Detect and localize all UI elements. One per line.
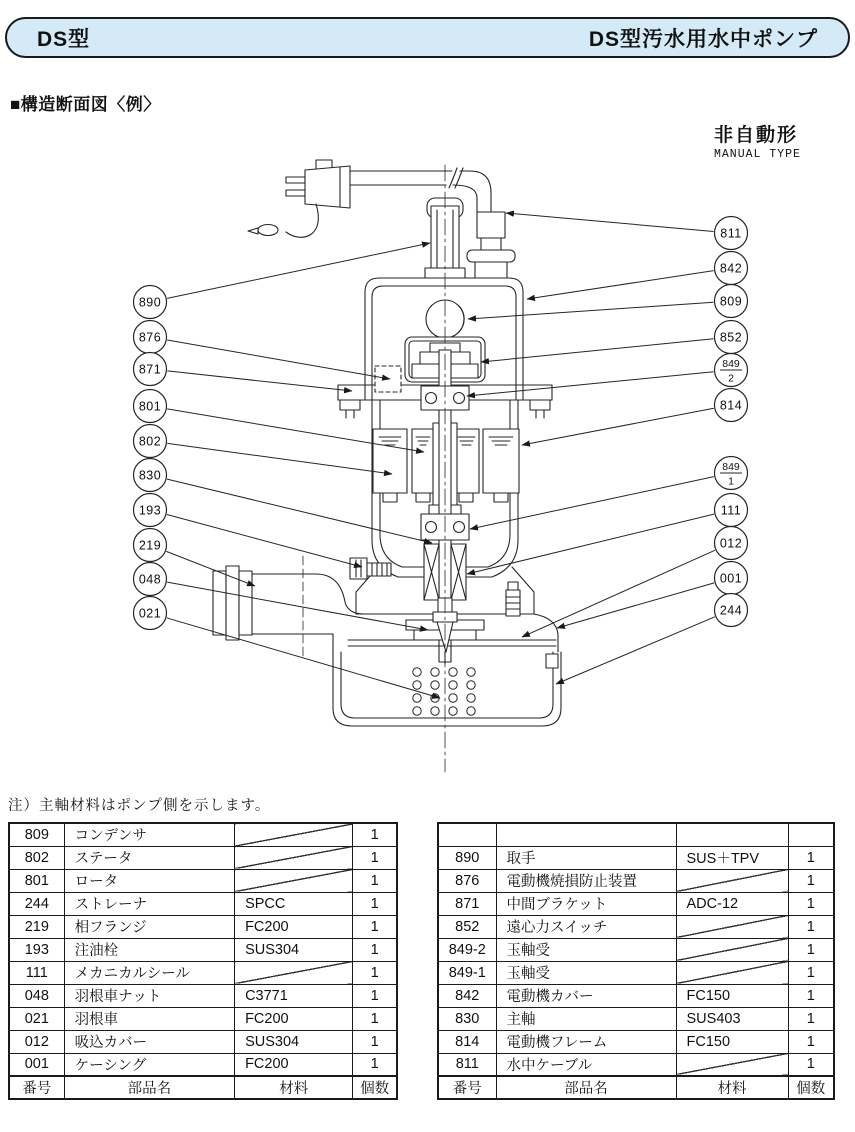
table-row <box>438 984 834 1007</box>
part-number-cell: 801 <box>9 869 64 892</box>
quantity-cell: 1 <box>788 846 834 869</box>
callout-048 <box>134 563 167 596</box>
table-row <box>9 938 397 961</box>
table-row <box>438 1053 834 1076</box>
quantity-cell: 1 <box>788 984 834 1007</box>
callout-012 <box>715 527 748 560</box>
table-row <box>9 846 397 869</box>
material-cell <box>676 915 788 938</box>
quantity-cell <box>788 823 834 846</box>
callout-193 <box>134 494 167 527</box>
part-name-cell: 電動機カバー <box>496 984 676 1007</box>
column-header: 材料 <box>676 1076 788 1099</box>
table-row <box>438 892 834 915</box>
callout-219 <box>134 529 167 562</box>
material-cell: FC200 <box>235 1007 353 1030</box>
model-title: DS型 <box>37 27 91 51</box>
quantity-cell: 1 <box>353 1007 397 1030</box>
part-name-cell: ストレーナ <box>64 892 234 915</box>
material-cell <box>676 938 788 961</box>
material-cell: FC200 <box>235 1053 353 1076</box>
quantity-cell: 1 <box>353 1030 397 1053</box>
svg-text:890: 890 <box>138 295 162 310</box>
part-name-cell: ケーシング <box>64 1053 234 1076</box>
callout-811 <box>715 217 748 250</box>
part-number-cell: 021 <box>9 1007 64 1030</box>
table-row <box>9 915 397 938</box>
svg-text:111: 111 <box>720 503 742 518</box>
casing-bolt <box>506 582 520 616</box>
part-number-cell: 849-2 <box>438 938 496 961</box>
callout-021 <box>134 597 167 630</box>
table-row <box>438 869 834 892</box>
part-number-cell: 842 <box>438 984 496 1007</box>
part-number-cell <box>438 823 496 846</box>
column-header: 個数 <box>788 1076 834 1099</box>
svg-text:809: 809 <box>719 294 743 309</box>
material-cell <box>676 869 788 892</box>
material-cell <box>676 823 788 846</box>
part-name-cell: 注油栓 <box>64 938 234 961</box>
material-cell: FC150 <box>676 1030 788 1053</box>
callout-244 <box>715 594 748 627</box>
svg-text:849: 849 <box>722 358 740 370</box>
callout-111 <box>715 494 748 527</box>
footnote: 注）主軸材料はポンプ側を示します。 <box>8 798 271 814</box>
part-number-cell: 111 <box>9 961 64 984</box>
part-name-cell: 電動機フレーム <box>496 1030 676 1053</box>
table-row <box>438 915 834 938</box>
svg-text:001: 001 <box>719 571 743 586</box>
part-name-cell: 玉軸受 <box>496 938 676 961</box>
quantity-cell: 1 <box>353 846 397 869</box>
part-name-cell: 取手 <box>496 846 676 869</box>
part-number-cell: 811 <box>438 1053 496 1076</box>
material-cell: C3771 <box>235 984 353 1007</box>
part-name-cell: 吸込カバー <box>64 1030 234 1053</box>
svg-text:852: 852 <box>719 330 743 345</box>
quantity-cell: 1 <box>788 869 834 892</box>
part-number-cell: 814 <box>438 1030 496 1053</box>
part-name-cell: 羽根車ナット <box>64 984 234 1007</box>
quantity-cell: 1 <box>788 892 834 915</box>
table-row <box>9 961 397 984</box>
section-title: ■構造断面図〈例〉 <box>10 95 161 114</box>
table-row <box>438 823 834 846</box>
quantity-cell: 1 <box>788 1053 834 1076</box>
material-cell: SPCC <box>235 892 353 915</box>
part-number-cell: 830 <box>438 1007 496 1030</box>
svg-text:801: 801 <box>138 399 162 414</box>
table-header-row <box>9 1076 397 1099</box>
svg-text:1: 1 <box>728 475 734 488</box>
column-header: 材料 <box>235 1076 353 1099</box>
table-row <box>9 984 397 1007</box>
part-number-cell: 852 <box>438 915 496 938</box>
table-row <box>438 1030 834 1053</box>
part-number-cell: 244 <box>9 892 64 915</box>
svg-text:244: 244 <box>719 603 743 618</box>
table-row <box>9 1030 397 1053</box>
callout-890 <box>134 286 167 319</box>
svg-text:012: 012 <box>719 536 743 551</box>
callout-842 <box>715 252 748 285</box>
column-header: 番号 <box>9 1076 64 1099</box>
column-header: 部品名 <box>496 1076 676 1099</box>
column-header: 番号 <box>438 1076 496 1099</box>
part-name-cell: 電動機焼損防止装置 <box>496 869 676 892</box>
table-header-row <box>438 1076 834 1099</box>
table-row <box>9 1053 397 1076</box>
material-cell <box>235 961 353 984</box>
callout-802 <box>134 425 167 458</box>
table-row <box>9 1007 397 1030</box>
table-row <box>438 961 834 984</box>
material-cell: FC200 <box>235 915 353 938</box>
part-number-cell: 048 <box>9 984 64 1007</box>
manual-type-label-jp: 非自動形 <box>714 125 799 146</box>
callout-801 <box>134 390 167 423</box>
quantity-cell: 1 <box>353 938 397 961</box>
part-number-cell: 802 <box>9 846 64 869</box>
callout-876 <box>134 321 167 354</box>
callout-809 <box>715 285 748 318</box>
product-title: DS型汚水用水中ポンプ <box>588 27 818 51</box>
material-cell: FC150 <box>676 984 788 1007</box>
svg-text:830: 830 <box>138 468 162 483</box>
part-name-cell: 羽根車 <box>64 1007 234 1030</box>
part-name-cell <box>496 823 676 846</box>
table-row <box>438 1007 834 1030</box>
callout-849-2 <box>715 354 748 387</box>
table-row <box>438 938 834 961</box>
material-cell <box>676 961 788 984</box>
svg-text:219: 219 <box>138 538 162 553</box>
column-header: 部品名 <box>64 1076 234 1099</box>
part-number-cell: 012 <box>9 1030 64 1053</box>
quantity-cell: 1 <box>353 869 397 892</box>
table-row <box>9 823 397 846</box>
oil-filler-plug <box>350 558 391 579</box>
material-cell: SUS304 <box>235 938 353 961</box>
quantity-cell: 1 <box>788 1030 834 1053</box>
quantity-cell: 1 <box>788 961 834 984</box>
column-header: 個数 <box>353 1076 397 1099</box>
svg-text:802: 802 <box>138 434 162 449</box>
parts-table-left <box>8 822 398 1100</box>
callout-849-1 <box>715 457 748 490</box>
part-name-cell: ロータ <box>64 869 234 892</box>
quantity-cell: 1 <box>353 823 397 846</box>
material-cell <box>235 846 353 869</box>
table-row <box>9 869 397 892</box>
part-number-cell: 849-1 <box>438 961 496 984</box>
svg-text:876: 876 <box>138 330 162 345</box>
discharge-flange <box>213 556 364 660</box>
table-row <box>438 846 834 869</box>
part-name-cell: 玉軸受 <box>496 961 676 984</box>
quantity-cell: 1 <box>353 892 397 915</box>
material-cell <box>235 823 353 846</box>
table-row <box>9 892 397 915</box>
power-cord <box>350 168 491 212</box>
svg-text:871: 871 <box>138 362 162 377</box>
callout-830 <box>134 459 167 492</box>
material-cell <box>676 1053 788 1076</box>
parts-table-right <box>437 822 835 1100</box>
quantity-cell: 1 <box>353 1053 397 1076</box>
part-number-cell: 219 <box>9 915 64 938</box>
part-number-cell: 193 <box>9 938 64 961</box>
callout-871 <box>134 353 167 386</box>
quantity-cell: 1 <box>353 915 397 938</box>
quantity-cell: 1 <box>788 938 834 961</box>
svg-text:842: 842 <box>719 261 743 276</box>
material-cell: SUS403 <box>676 1007 788 1030</box>
part-number-cell: 001 <box>9 1053 64 1076</box>
quantity-cell: 1 <box>788 1007 834 1030</box>
part-name-cell: 相フランジ <box>64 915 234 938</box>
material-cell: ADC-12 <box>676 892 788 915</box>
strainer-holes <box>413 668 475 715</box>
strainer <box>333 652 561 726</box>
material-cell: SUS＋TPV <box>676 846 788 869</box>
callout-001 <box>715 562 748 595</box>
callout-814 <box>715 389 748 422</box>
quantity-cell: 1 <box>788 915 834 938</box>
part-name-cell: 主軸 <box>496 1007 676 1030</box>
part-name-cell: 遠心力スイッチ <box>496 915 676 938</box>
material-cell: SUS304 <box>235 1030 353 1053</box>
part-name-cell: 水中ケーブル <box>496 1053 676 1076</box>
part-name-cell: メカニカルシール <box>64 961 234 984</box>
svg-text:193: 193 <box>138 503 162 518</box>
power-plug <box>248 160 350 237</box>
quantity-cell: 1 <box>353 961 397 984</box>
svg-text:849: 849 <box>722 461 740 473</box>
svg-text:811: 811 <box>720 226 742 241</box>
svg-text:021: 021 <box>138 606 162 621</box>
part-number-cell: 890 <box>438 846 496 869</box>
part-number-cell: 876 <box>438 869 496 892</box>
part-number-cell: 809 <box>9 823 64 846</box>
part-number-cell: 871 <box>438 892 496 915</box>
callout-852 <box>715 321 748 354</box>
svg-text:2: 2 <box>728 372 734 385</box>
svg-text:814: 814 <box>719 398 743 413</box>
part-name-cell: 中間ブラケット <box>496 892 676 915</box>
manual-type-label-en: MANUAL TYPE <box>714 147 801 161</box>
material-cell <box>235 869 353 892</box>
part-name-cell: コンデンサ <box>64 823 234 846</box>
quantity-cell: 1 <box>353 984 397 1007</box>
part-name-cell: ステータ <box>64 846 234 869</box>
svg-text:048: 048 <box>138 572 162 587</box>
